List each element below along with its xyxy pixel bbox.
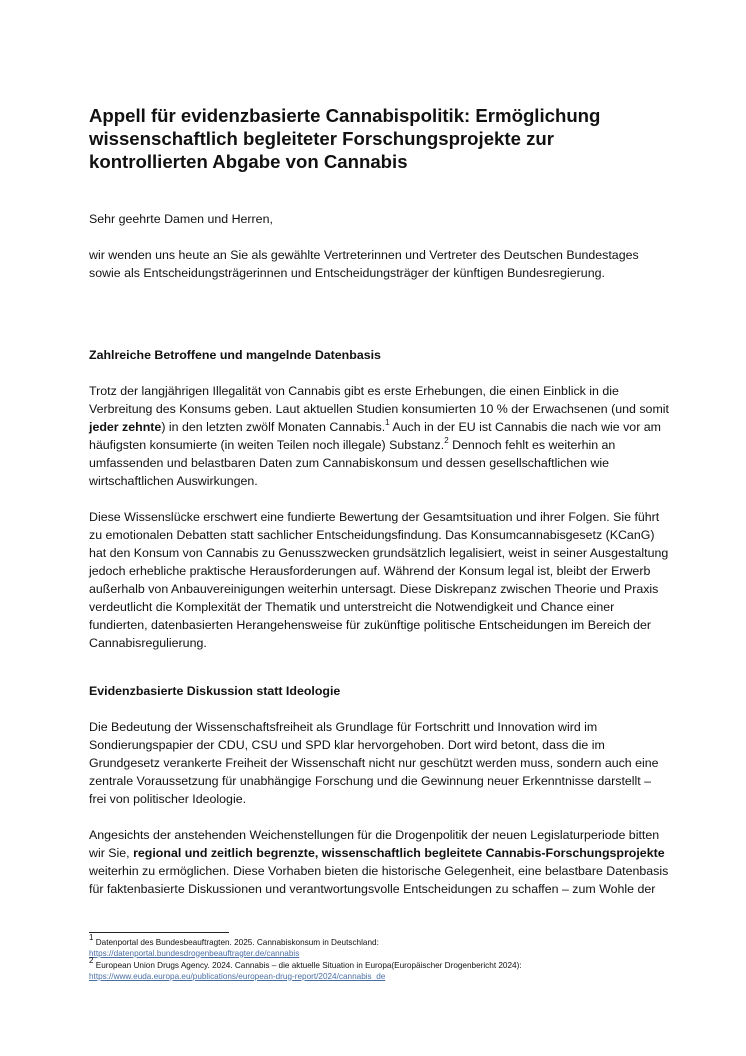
footnote-link[interactable]: https://datenportal.bundesdrogenbeauftragter.de/cannabis: [89, 948, 300, 958]
paragraph-knowledge-gap: Diese Wissenslücke erschwert eine fundierte Bewertung der Gesamtsituation und ihrer Folgen. Sie führt zu emotionalen Debatten statt sachlicher Entscheidungsfindung. Das Konsumcannabisgesetz (KCanG) hat den Konsum von Cannabis zu Genusszwecken grundsätzlich legalisiert, weist in seiner Ausgestaltung jedoch erhebliche praktische Herausforderungen auf. Während der Konsum legal ist, bleibt der Erwerb außerhalb von Anbauvereinigungen weiterhin untersagt. Diese Diskrepanz zwischen Theorie und Praxis verdeutlicht die Komplexität der Thematik und unterstreicht die Notwendigkeit und Chance einer fundierten, datenbasierten Herangehensweise für zukünftige politische Entscheidungen im Bereich der Cannabisregulierung.: [89, 510, 669, 650]
footnote-divider: [89, 932, 229, 933]
intro-paragraph: wir wenden uns heute an Sie als gewählte Vertreterinnen und Vertreter des Deutschen Bundestages sowie als Entscheidungsträgerinnen und Entscheidungsträger der künftigen Bundesregierung.: [89, 248, 639, 280]
bold-emphasis: regional und zeitlich begrenzte, wissenschaftlich begleitete Cannabis-Forschungsprojekte: [133, 846, 665, 860]
footnote-link[interactable]: https://www.euda.europa.eu/publications/european-drug-report/2024/cannabis_de: [89, 971, 386, 981]
text-run: Angesichts der anstehenden Weichenstellungen für die Drogenpolitik der neuen Legislaturperiode bitten wir Sie,: [89, 828, 660, 860]
paragraph-science-freedom: Die Bedeutung der Wissenschaftsfreiheit als Grundlage für Fortschritt und Innovation wird im Sondierungspapier der CDU, CSU und SPD klar hervorgehoben. Dort wird betont, dass die im Grundgesetz verankerte Freiheit der Wissenschaft nicht nur geschützt werden muss, sondern auch eine zentrale Voraussetzung für unabhängige Forschung und die Gewinnung neuer Erkenntnisse darstellt – frei von politischer Ideologie.: [89, 720, 659, 806]
section-heading-evidence: Evidenzbasierte Diskussion statt Ideologie: [89, 684, 341, 698]
footnote-1: [89, 933, 689, 959]
page-title: Appell für evidenzbasierte Cannabispolitik: Ermöglichung wissenschaftlich begleiteter Forschungsprojekte zur kontrollierten Abgabe von Cannabis: [89, 105, 601, 172]
footnote-number: 2: [89, 956, 94, 966]
text-run: ) in den letzten zwölf Monaten Cannabis.: [161, 420, 386, 434]
paragraph-appeal: [89, 826, 669, 898]
bold-emphasis: jeder zehnte: [89, 420, 162, 434]
text-run: Trotz der langjährigen Illegalität von Cannabis gibt es erste Erhebungen, die einen Einblick in die Verbreitung des Konsums geben. Laut aktuellen Studien konsumierten 10 % der Erwachsenen (und somit: [89, 384, 669, 416]
text-run: weiterhin zu ermöglichen. Diese Vorhaben bieten die historische Gelegenheit, eine belastbare Datenbasis für faktenbasierte Diskussionen und verantwortungsvolle Entscheidungen zu schaffen – zum Wohle der: [89, 864, 669, 896]
section-heading-data-basis: Zahlreiche Betroffene und mangelnde Datenbasis: [89, 348, 381, 362]
footnote-ref-2[interactable]: 2: [444, 435, 449, 445]
footnote-text: Datenportal des Bundesbeauftragten. 2025. Cannabiskonsum in Deutschland:: [93, 938, 379, 947]
footnote-number: 1: [89, 933, 94, 943]
salutation: Sehr geehrte Damen und Herren,: [89, 212, 273, 226]
paragraph-consumption-stats: [89, 382, 669, 490]
footnote-ref-1[interactable]: 1: [385, 417, 390, 427]
text-run: Dennoch fehlt es weiterhin an umfassenden und belastbaren Daten zum Cannabiskonsum und dessen gesellschaftlichen wie wirtschaftlichen Auswirkungen.: [89, 438, 616, 488]
text-run: Auch in der EU ist Cannabis die nach wie vor am häufigsten konsumierte (in weiten Teilen noch illegale) Substanz.: [89, 420, 661, 452]
footnote-2: [89, 956, 689, 982]
footnote-text: European Union Drugs Agency. 2024. Cannabis – die aktuelle Situation in Europa(Europäischer Drogenbericht 2024):: [93, 961, 522, 970]
